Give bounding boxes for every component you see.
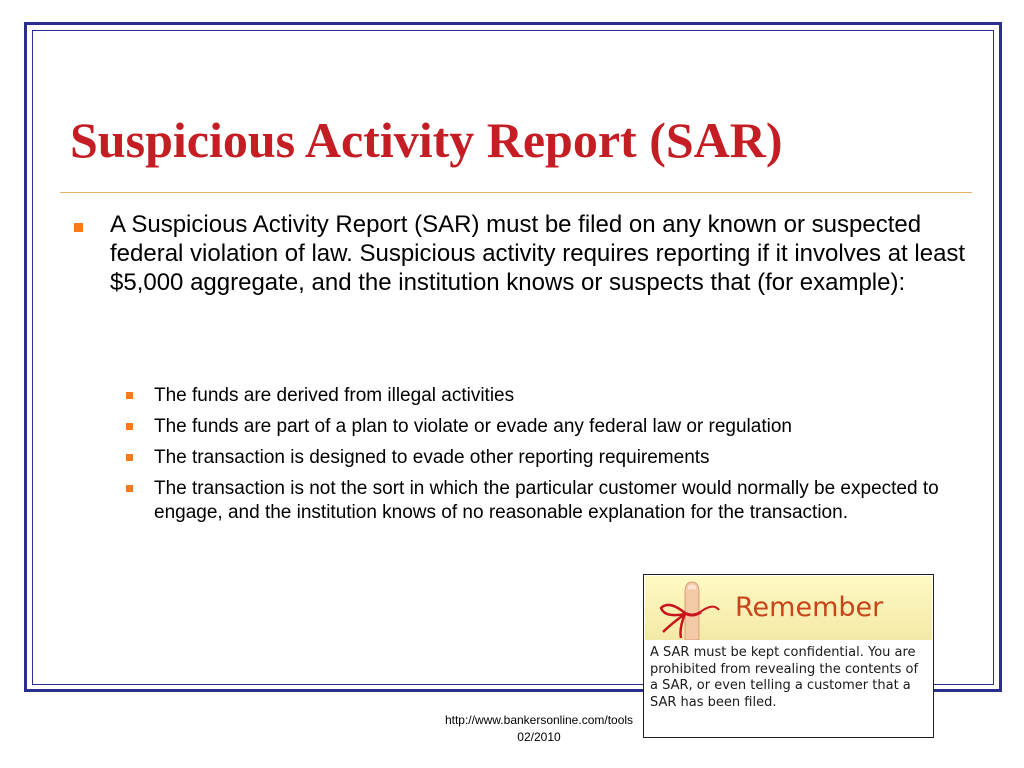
sub-bullet-text: The funds are part of a plan to violate or evade any federal law or regulation — [154, 416, 792, 437]
title-divider — [60, 192, 972, 193]
source-url: http://www.bankersonline.com/tools — [444, 713, 634, 727]
sub-bullet-text: The funds are derived from illegal activities — [154, 385, 515, 406]
source-citation — [380, 712, 638, 746]
orange-square-bullet-icon — [126, 454, 133, 461]
remember-heading: Remember — [735, 592, 884, 623]
remember-body-text: A SAR must be kept confidential. You are prohibited from revealing the contents of a SAR, or even telling a customer that a SAR has been filed. — [650, 645, 919, 710]
orange-square-bullet-icon — [74, 223, 83, 232]
sub-bullet — [126, 477, 956, 525]
sub-bullet — [126, 384, 956, 408]
remember-header — [645, 576, 932, 640]
source-date: 02/2010 — [517, 730, 561, 744]
main-bullet — [74, 210, 974, 297]
finger-with-red-string-icon — [655, 578, 725, 640]
sub-bullet-text: The transaction is not the sort in which the particular customer would normally be expected to engage, and the institution knows of no reasonable explanation for the transaction. — [154, 478, 939, 523]
sub-bullet — [126, 415, 956, 439]
slide-title: Suspicious Activity Report (SAR) — [70, 112, 783, 168]
main-bullet-text: A Suspicious Activity Report (SAR) must be filed on any known or suspected federal violation of law. Suspicious activity requires reporting if it involves at least $5,000 aggregate, and the institution knows or suspects that (for example): — [110, 211, 966, 296]
sub-bullet — [126, 446, 956, 470]
orange-square-bullet-icon — [126, 485, 133, 492]
sub-bullet-text: The transaction is designed to evade other reporting requirements — [154, 447, 710, 468]
remember-callout — [643, 574, 934, 738]
orange-square-bullet-icon — [126, 423, 133, 430]
orange-square-bullet-icon — [126, 392, 133, 399]
